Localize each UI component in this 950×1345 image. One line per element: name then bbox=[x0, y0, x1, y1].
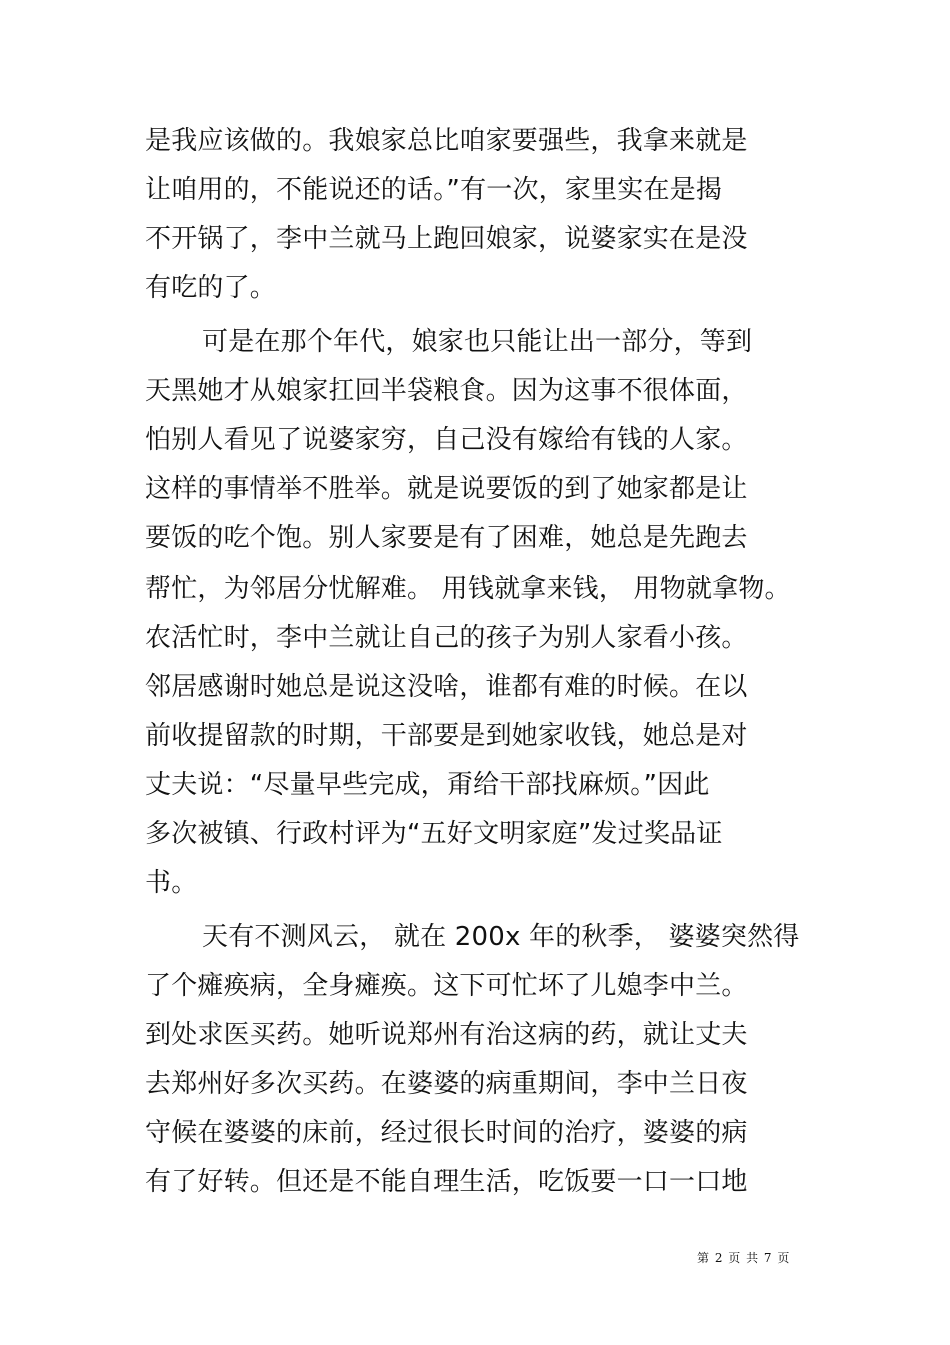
text-line: 天黑她才从娘家扛回半袋粮食。因为这事不很体面， bbox=[145, 376, 748, 406]
text-line: 这样的事情举不胜举。就是说要饭的到了她家都是让 bbox=[145, 474, 748, 504]
text-line: 丈夫说：“尽量早些完成，甭给干部找麻烦。”因此 bbox=[145, 770, 710, 800]
text-line: 不开锅了，李中兰就马上跑回娘家，说婆家实在是没 bbox=[145, 224, 748, 254]
text-line: 书。 bbox=[145, 868, 198, 898]
page-footer: 第 2 页 共 7 页 bbox=[697, 1251, 791, 1265]
text-line: 到处求医买药。她听说郑州有治这病的药，就让丈夫 bbox=[145, 1020, 748, 1050]
text-line: 多次被镇、行政村评为“五好文明家庭”发过奖品证 bbox=[145, 819, 723, 849]
text-line: 了个瘫痪病，全身瘫痪。这下可忙坏了儿媳李中兰。 bbox=[145, 971, 748, 1001]
paragraph-first-line: 天有不测风云， 就在 200x 年的秋季， 婆婆突然得 bbox=[202, 922, 800, 952]
text-line: 要饭的吃个饱。别人家要是有了困难，她总是先跑去 bbox=[145, 523, 748, 553]
text-line: 怕别人看见了说婆家穷，自己没有嫁给有钱的人家。 bbox=[145, 425, 748, 455]
text-line: 有了好转。但还是不能自理生活，吃饭要一口一口地 bbox=[145, 1167, 748, 1197]
text-line: 帮忙，为邻居分忧解难。 用钱就拿来钱， 用物就拿物。 bbox=[145, 574, 791, 604]
text-line: 前收提留款的时期，干部要是到她家收钱，她总是对 bbox=[145, 721, 748, 751]
text-line: 农活忙时，李中兰就让自己的孩子为别人家看小孩。 bbox=[145, 623, 748, 653]
text-line: 守候在婆婆的床前，经过很长时间的治疗，婆婆的病 bbox=[145, 1118, 748, 1148]
text-line: 让咱用的，不能说还的话。”有一次，家里实在是揭 bbox=[145, 175, 723, 205]
paragraph-first-line: 可是在那个年代，娘家也只能让出一部分，等到 bbox=[202, 327, 753, 357]
text-line: 邻居感谢时她总是说这没啥，谁都有难的时候。在以 bbox=[145, 672, 748, 702]
text-line: 是我应该做的。我娘家总比咱家要强些，我拿来就是 bbox=[145, 126, 748, 156]
text-line: 有吃的了。 bbox=[145, 273, 277, 303]
text-line: 去郑州好多次买药。在婆婆的病重期间，李中兰日夜 bbox=[145, 1069, 748, 1099]
